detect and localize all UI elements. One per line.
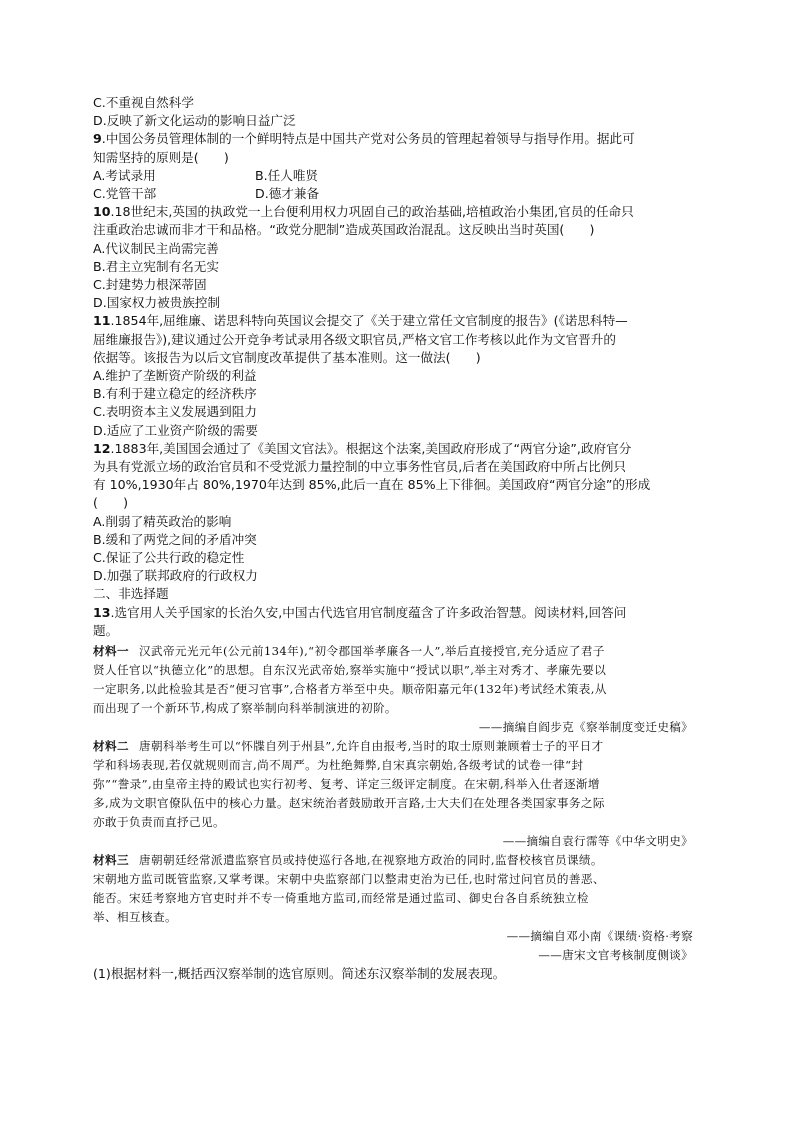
material-text: 宋朝地方监司既管监察,又掌考课。宋朝中央监察部门以整肃吏治为已任,也时常过问官员的善恶、 xyxy=(93,872,605,887)
question-number: 9 xyxy=(93,131,102,147)
question-number: 10 xyxy=(93,204,111,220)
question-12 xyxy=(93,440,693,586)
question-stem: .18世纪末,英国的执政党一上台便利用权力巩固自己的政治基础,培植政治小集团,官员的任命只 xyxy=(110,204,634,220)
option-d: D.德才兼备 xyxy=(255,186,320,202)
question-stem: 依据等。该报告为以后文官制度改革提供了基本准则。这一做法( ) xyxy=(93,349,481,365)
option-c: C.党管干部 xyxy=(93,186,157,202)
material-text: 能否。宋廷考察地方官吏时并不专一倚重地方监司,而经常是通过监司、御史台各自系统独立检 xyxy=(93,891,589,906)
option-b: B.缓和了两党之间的矛盾冲突 xyxy=(93,531,257,547)
question-stem: .选官用人关乎国家的长治久安,中国古代选官用官制度蕴含了许多政治智慧。阅读材料,回答问 xyxy=(110,604,627,620)
option-b: B.有利于建立稳定的经济秩序 xyxy=(93,386,257,402)
material-text: 唐朝朝廷经常派遣监察官员或持使巡行各地,在视察地方政治的同时,监督校核官员课绩。 xyxy=(138,853,603,868)
question-stem: 为具有党派立场的政治官员和不受党派力量控制的中立事务性官员,后者在美国政府中所占比例只 xyxy=(93,459,626,475)
material-text: 汉武帝元光元年(公元前134年),“初令郡国举孝廉各一人”,举后直接授官,充分适应了君子 xyxy=(138,644,605,659)
material-source: ——摘编自邓小南《课绩·资格·考察 xyxy=(506,929,693,944)
question-10 xyxy=(93,203,693,312)
material-text: 唐朝科举考生可以“怀牒自列于州县”,允许自由报考,当时的取士原则兼顾着士子的平日才 xyxy=(138,739,604,754)
material-source: ——唐宋文官考核制度侧谈》 xyxy=(538,948,693,963)
question-number: 12 xyxy=(93,440,111,456)
option-b: B.任人唯贤 xyxy=(255,167,319,183)
option-a: A.削弱了精英政治的影响 xyxy=(93,513,232,529)
material-1 xyxy=(93,642,693,737)
material-label: 材料一 xyxy=(93,644,129,659)
question-stem: 注重政治忠诚而非才干和品格。“政党分肥制”造成英国政治混乱。这反映出当时英国( ) xyxy=(93,222,595,238)
option-b: B.君主立宪制有名无实 xyxy=(93,258,219,274)
material-text: 举、相互核查。 xyxy=(93,910,177,925)
material-text: 一定职务,以此检验其是否“便习官事”,合格者方举至中央。顺帝阳嘉元年(132年)考试经术策表,从 xyxy=(93,682,607,697)
option-c: C.封建势力根深蒂固 xyxy=(93,277,207,293)
q8-option-d: D.反映了新文化运动的影响日益广泛 xyxy=(93,113,296,129)
sub-question-1: (1)根据材料一,概括西汉察举制的选官原则。简述东汉察举制的发展表现。 xyxy=(93,966,506,982)
question-stem: 题。 xyxy=(93,622,119,638)
document-page xyxy=(93,94,693,983)
material-text: 学和科场表现,若仅就规则而言,尚不周严。为杜绝舞弊,自宋真宗朝始,各级考试的试卷一律“封 xyxy=(93,758,584,773)
material-source: ——摘编自阎步克《察举制度变迁史稿》 xyxy=(478,720,693,735)
question-stem: ( ) xyxy=(93,495,129,511)
material-text: 亦敢于负责而直抒己见。 xyxy=(93,815,225,830)
material-text: 而出现了一个新环节,构成了察举制向科举制演进的初阶。 xyxy=(93,701,397,716)
option-d: D.适应了工业资产阶级的需要 xyxy=(93,422,258,438)
q8-option-c: C.不重视自然科学 xyxy=(93,95,194,110)
material-label: 材料三 xyxy=(93,853,129,868)
question-number: 11 xyxy=(93,313,111,329)
material-2 xyxy=(93,737,693,851)
question-stem: 有 10%,1930年占 80%,1970年达到 85%,此后一直在 85%上下徘徊。美国政府“两官分途”的形成 xyxy=(93,477,651,493)
material-text: 多,成为文职官僚队伍中的核心力量。赵宋统治者鼓励敢开言路,士大夫们在处理各类国家事务之际 xyxy=(93,796,605,811)
material-text: 弥”“誊录”,由皇帝主持的殿试也实行初考、复考、详定三级评定制度。在宋朝,科举入仕者逐渐增 xyxy=(93,777,600,792)
material-3 xyxy=(93,851,693,965)
section-heading: 二、非选择题 xyxy=(93,586,169,602)
material-source: ——摘编自袁行霈等《中华文明史》 xyxy=(502,834,693,849)
question-stem: 屈维廉报告》),建议通过公开竞争考试录用各级文职官员,严格文官工作考核以此作为文官晋升的 xyxy=(93,331,616,347)
option-d: D.加强了联邦政府的行政权力 xyxy=(93,568,258,584)
question-11 xyxy=(93,312,693,439)
question-9 xyxy=(93,130,693,203)
question-stem: .1854年,屈维廉、诺思科特向英国议会提交了《关于建立常任文官制度的报告》(《诺思科特— xyxy=(110,313,628,329)
option-a: A.考试录用 xyxy=(93,167,156,183)
question-number: 13 xyxy=(93,604,111,620)
question-stem: .1883年,美国国会通过了《美国文官法》。根据这个法案,美国政府形成了“两官分途”,政府官分 xyxy=(110,440,632,456)
option-c: C.表明资本主义发展遇到阻力 xyxy=(93,404,257,420)
question-stem: 知需坚持的原则是( ) xyxy=(93,149,229,165)
material-label: 材料二 xyxy=(93,739,129,754)
material-text: 贤人任官以“执德立化”的思想。自东汉光武帝始,察举实施中“授试以职”,举主对秀才、孝廉先要以 xyxy=(93,663,607,678)
option-d: D.国家权力被贵族控制 xyxy=(93,295,221,311)
question-stem: .中国公务员管理体制的一个鲜明特点是中国共产党对公务员的管理起着领导与指导作用。据此可 xyxy=(101,131,635,147)
option-c: C.保证了公共行政的稳定性 xyxy=(93,550,245,566)
question-13 xyxy=(93,604,693,984)
option-a: A.代议制民主尚需完善 xyxy=(93,240,219,256)
option-a: A.维护了垄断资产阶级的利益 xyxy=(93,368,257,384)
